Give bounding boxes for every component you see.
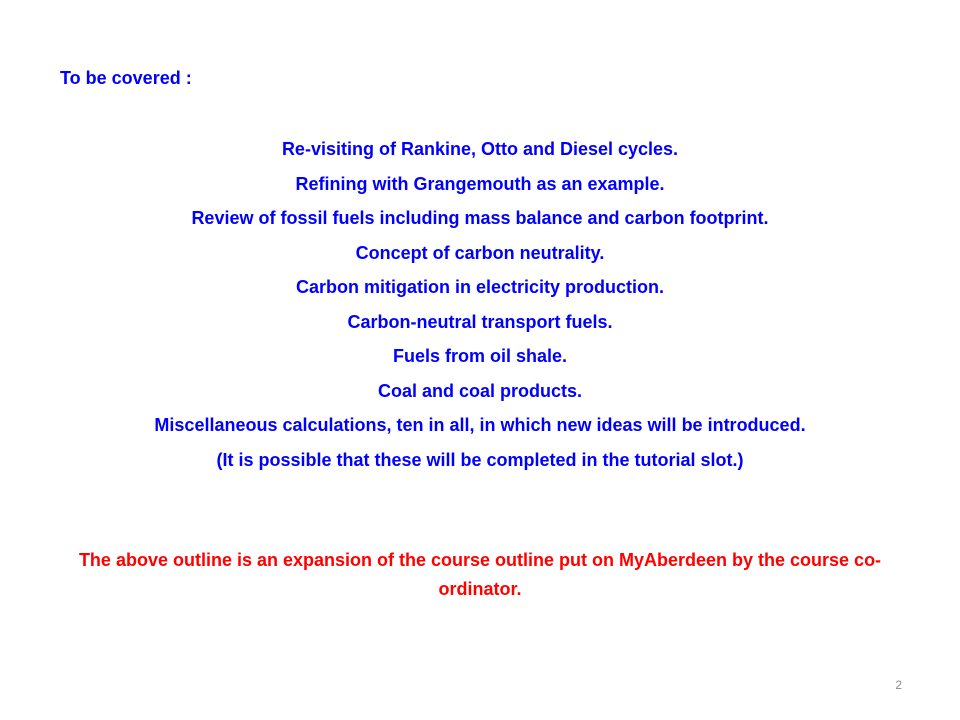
topic-item: Miscellaneous calculations, ten in all, in which new ideas will be introduced. <box>154 415 806 435</box>
topic-item: Refining with Grangemouth as an example. <box>295 173 665 194</box>
page-number: 2 <box>895 678 902 692</box>
topic-item: (It is possible that these will be completed in the tutorial slot.) <box>216 449 744 470</box>
topic-item: Carbon-neutral transport fuels. <box>347 311 613 332</box>
topic-list <box>0 132 960 477</box>
course-outline-note: The above outline is an expansion of the course outline put on MyAberdeen by the course co-ordinator. <box>78 550 882 599</box>
topic-item: Coal and coal products. <box>377 380 583 401</box>
slide-heading: To be covered : <box>60 68 192 88</box>
topic-item: Fuels from oil shale. <box>392 346 568 366</box>
topic-item: Re-visiting of Rankine, Otto and Diesel cycles. <box>281 139 679 159</box>
topic-item: Carbon mitigation in electricity production. <box>295 277 665 297</box>
topic-item: Review of fossil fuels including mass balance and carbon footprint. <box>191 208 769 228</box>
topic-item: Concept of carbon neutrality. <box>355 242 605 263</box>
